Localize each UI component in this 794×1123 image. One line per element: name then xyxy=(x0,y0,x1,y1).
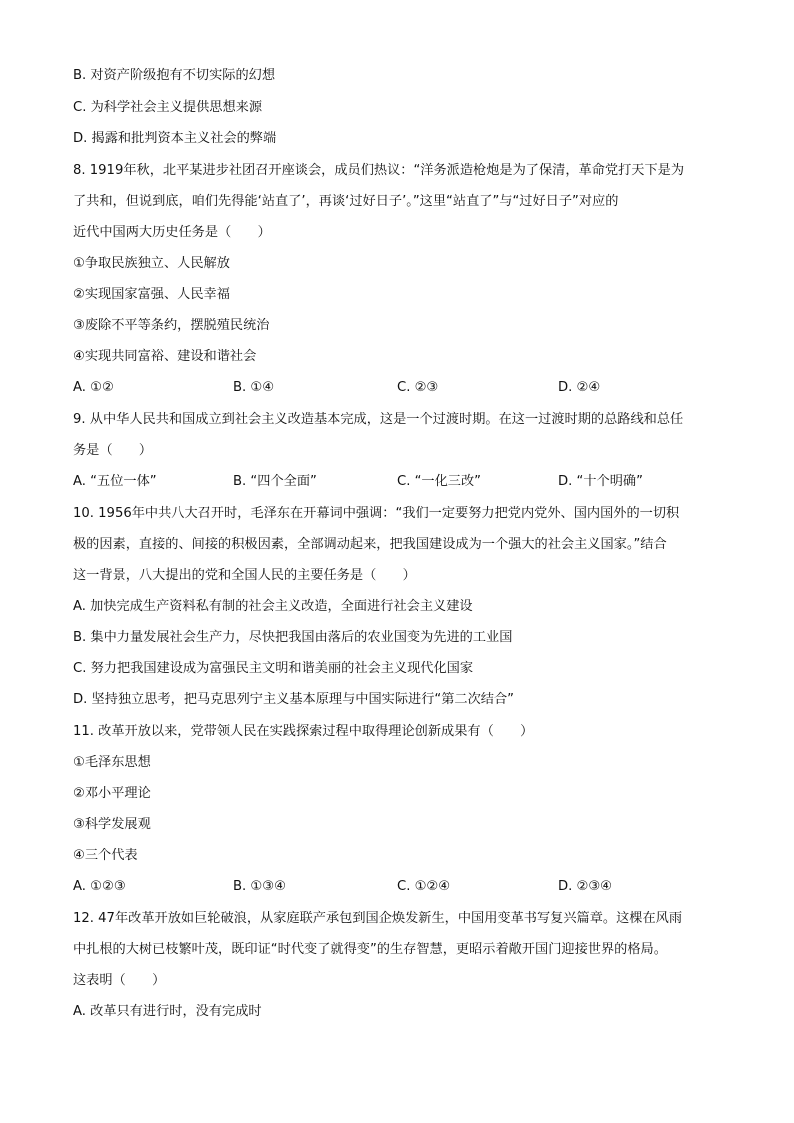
q10-option-d: D. 坚持独立思考，把马克思列宁主义基本原理与中国实际进行“第二次结合” xyxy=(73,692,515,707)
q11-option-c: C. ①②④ xyxy=(397,879,451,894)
q12-stem-line-2: 中扎根的大树已枝繁叶茂，既印证“时代变了就得变”的生存智慧，更昭示着敞开国门迎接世界的格局。 xyxy=(73,942,667,957)
q8-statement-1: ①争取民族独立、人民解放 xyxy=(73,256,230,271)
q10-stem-line-2: 极的因素，直接的、间接的积极因素，全部调动起来，把我国建设成为一个强大的社会主义国家。”结合 xyxy=(73,537,667,552)
q10-stem-line-1: 10. 1956年中共八大召开时，毛泽东在开幕词中强调：“我们一定要努力把党内党外、国内国外的一切积 xyxy=(73,506,680,521)
q9-option-b: B. “四个全面” xyxy=(233,474,317,489)
q7-option-c: C. 为科学社会主义提供思想来源 xyxy=(73,100,263,115)
q8-option-d: D. ②④ xyxy=(558,380,601,395)
q11-statement-2: ②邓小平理论 xyxy=(73,786,151,801)
q11-statement-3: ③科学发展观 xyxy=(73,817,151,832)
q11-statement-1: ①毛泽东思想 xyxy=(73,755,151,770)
q12-option-a: A. 改革只有进行时，没有完成时 xyxy=(73,1004,262,1019)
q10-stem-line-3: 这一背景，八大提出的党和全国人民的主要任务是（ ） xyxy=(73,568,416,583)
q9-stem-line-2: 务是（ ） xyxy=(73,443,153,458)
q10-option-a: A. 加快完成生产资料私有制的社会主义改造，全面进行社会主义建设 xyxy=(73,599,473,614)
q11-statement-4: ④三个代表 xyxy=(73,848,138,863)
q8-stem-line-3: 近代中国两大历史任务是（ ） xyxy=(73,225,271,240)
q10-option-c: C. 努力把我国建设成为富强民主文明和谐美丽的社会主义现代化国家 xyxy=(73,661,474,676)
q10-option-b: B. 集中力量发展社会生产力，尽快把我国由落后的农业国变为先进的工业国 xyxy=(73,630,513,645)
q8-stem-line-1: 8. 1919年秋，北平某进步社团召开座谈会，成员们热议：“洋务派造枪炮是为了保清，革命党打天下是为 xyxy=(73,163,685,178)
q7-option-b: B. 对资产阶级抱有不切实际的幻想 xyxy=(73,68,276,83)
q8-stem-line-2: 了共和，但说到底，咱们先得能‘站直了’，再谈‘过好日子’。”这里“站直了”与“过好日子”对应的 xyxy=(73,194,619,209)
q12-stem-line-3: 这表明（ ） xyxy=(73,973,166,988)
q8-option-a: A. ①② xyxy=(73,380,114,395)
q11-stem: 11. 改革开放以来，党带领人民在实践探索过程中取得理论创新成果有（ ） xyxy=(73,724,534,739)
q7-option-d: D. 揭露和批判资本主义社会的弊端 xyxy=(73,131,277,146)
q11-option-a: A. ①②③ xyxy=(73,879,126,894)
q8-statement-3: ③废除不平等条约，摆脱殖民统治 xyxy=(73,318,270,333)
q9-stem-line-1: 9. 从中华人民共和国成立到社会主义改造基本完成，这是一个过渡时期。在这一过渡时期的总路线和总任 xyxy=(73,412,684,427)
q9-option-c: C. “一化三改” xyxy=(397,474,482,489)
q11-option-d: D. ②③④ xyxy=(558,879,613,894)
q9-option-d: D. “十个明确” xyxy=(558,474,643,489)
q12-stem-line-1: 12. 47年改革开放如巨轮破浪，从家庭联产承包到国企焕发新生，中国用变革书写复兴篇章。这棵在风雨 xyxy=(73,911,683,926)
q8-statement-2: ②实现国家富强、人民幸福 xyxy=(73,287,230,302)
q8-statement-4: ④实现共同富裕、建设和谐社会 xyxy=(73,349,257,364)
q11-option-b: B. ①③④ xyxy=(233,879,286,894)
q8-option-c: C. ②③ xyxy=(397,380,439,395)
q9-option-a: A. “五位一体” xyxy=(73,474,157,489)
q8-option-b: B. ①④ xyxy=(233,380,275,395)
